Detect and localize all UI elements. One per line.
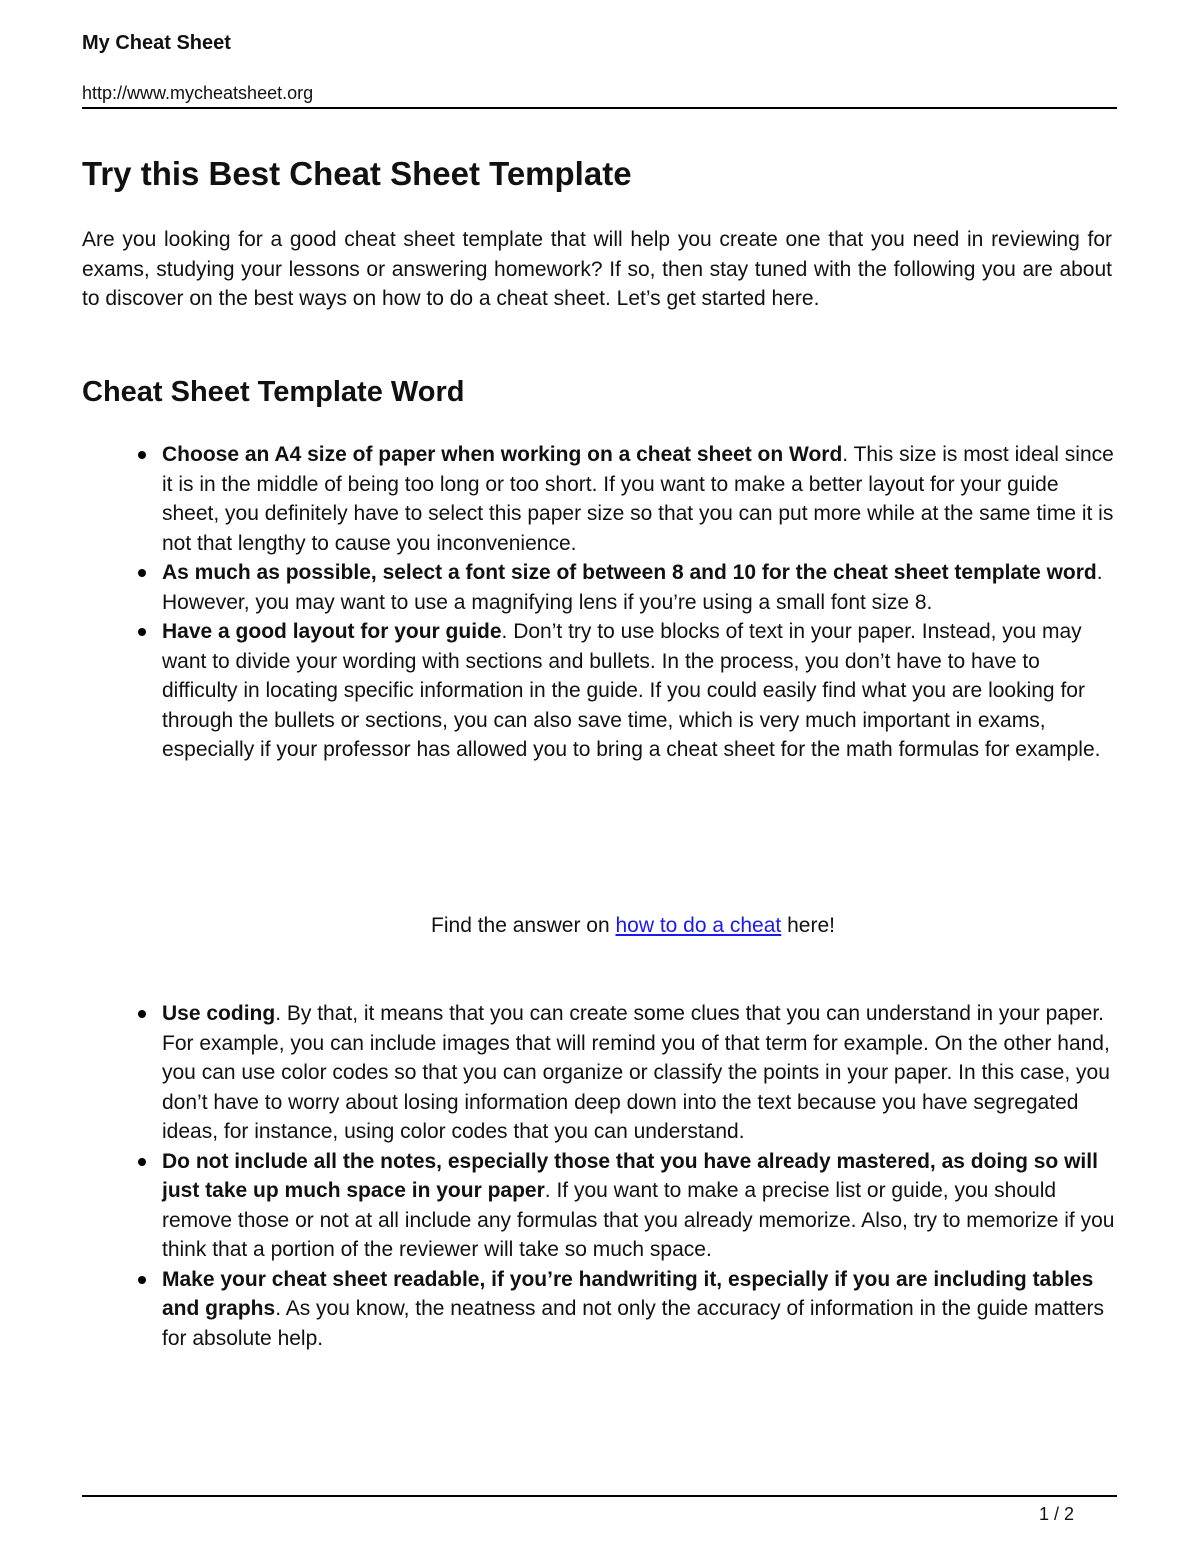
bullet-icon: [138, 1158, 146, 1166]
list-item: [162, 440, 1117, 558]
list-item: [162, 617, 1117, 765]
tip-heading: Use coding: [162, 1002, 276, 1025]
list-item: [162, 1147, 1117, 1265]
footer-divider: [82, 1495, 1117, 1497]
tip-heading: Do not include all the notes, especially those that you have already mastered, as doing so will just take up much space in your paper: [162, 1149, 1098, 1202]
tips-list-part-2: [162, 999, 1117, 1353]
header-divider: [82, 107, 1117, 109]
tip-heading: Have a good layout for your guide: [162, 620, 502, 643]
answer-line: [0, 911, 1200, 941]
tip-body: . By that, it means that you can create some clues that you can understand in your paper. For example, you can include images that will remind you of that term for example. On the other hand, you can use color codes so that you can organize or classify the points in your paper. In this case, you don’t have to worry about losing information deep down into the text because you have segregated ideas, for instance, using color codes that you can understand.: [162, 1002, 1110, 1143]
tip-heading: As much as possible, select a font size of between 8 and 10 for the cheat sheet template word: [162, 561, 1097, 584]
list-item: [162, 1265, 1117, 1354]
bullet-icon: [138, 1010, 146, 1018]
tip-heading: Make your cheat sheet readable, if you’re handwriting it, especially if you are including tables and graphs: [162, 1267, 1094, 1320]
site-title: My Cheat Sheet: [82, 32, 231, 54]
list-item: [162, 558, 1117, 617]
answer-suffix: here!: [781, 914, 835, 937]
page-title: Try this Best Cheat Sheet Template: [82, 155, 632, 192]
bullet-icon: [138, 451, 146, 459]
site-url: http://www.mycheatsheet.org: [82, 83, 314, 103]
intro-paragraph: Are you looking for a good cheat sheet template that will help you create one that you need in reviewing for exams, studying your lessons or answering homework? If so, then stay tuned with the following you are about to discover on the best ways on how to do a cheat sheet. Let’s get started here.: [82, 228, 1112, 310]
bullet-icon: [138, 569, 146, 577]
tips-list-part-1: [162, 440, 1117, 765]
bullet-icon: [138, 628, 146, 636]
how-to-cheat-link[interactable]: how to do a cheat: [615, 914, 782, 937]
tip-body: . If you want to make a precise list or guide, you should remove those or not at all include any formulas that you already memorize. Also, try to memorize if you think that a portion of the reviewer will take so much space.: [162, 1179, 1115, 1261]
list-item: [162, 999, 1117, 1147]
answer-prefix: Find the answer on: [431, 914, 616, 937]
bullet-icon: [138, 1276, 146, 1284]
tip-body: . As you know, the neatness and not only the accuracy of information in the guide matters for absolute help.: [162, 1297, 1105, 1350]
tip-body: . However, you may want to use a magnifying lens if you’re using a small font size 8.: [162, 561, 1103, 614]
page-number: 1 / 2: [1038, 1504, 1074, 1524]
tip-heading: Choose an A4 size of paper when working on a cheat sheet on Word: [162, 443, 843, 466]
section-heading: Cheat Sheet Template Word: [82, 376, 465, 408]
tip-body: . Don’t try to use blocks of text in your paper. Instead, you may want to divide your wording with sections and bullets. In the process, you don’t have to have to difficulty in locating specific information in the guide. If you could easily find what you are looking for through the bullets or sections, you can also save time, which is very much important in exams, especially if your professor has allowed you to bring a cheat sheet for the math formulas for example.: [162, 620, 1101, 761]
tip-body: . This size is most ideal since it is in the middle of being too long or too short. If you want to make a better layout for your guide sheet, you definitely have to select this paper size so that you can put more while at the same time it is not that lengthy to cause you inconvenience.: [162, 443, 1114, 555]
